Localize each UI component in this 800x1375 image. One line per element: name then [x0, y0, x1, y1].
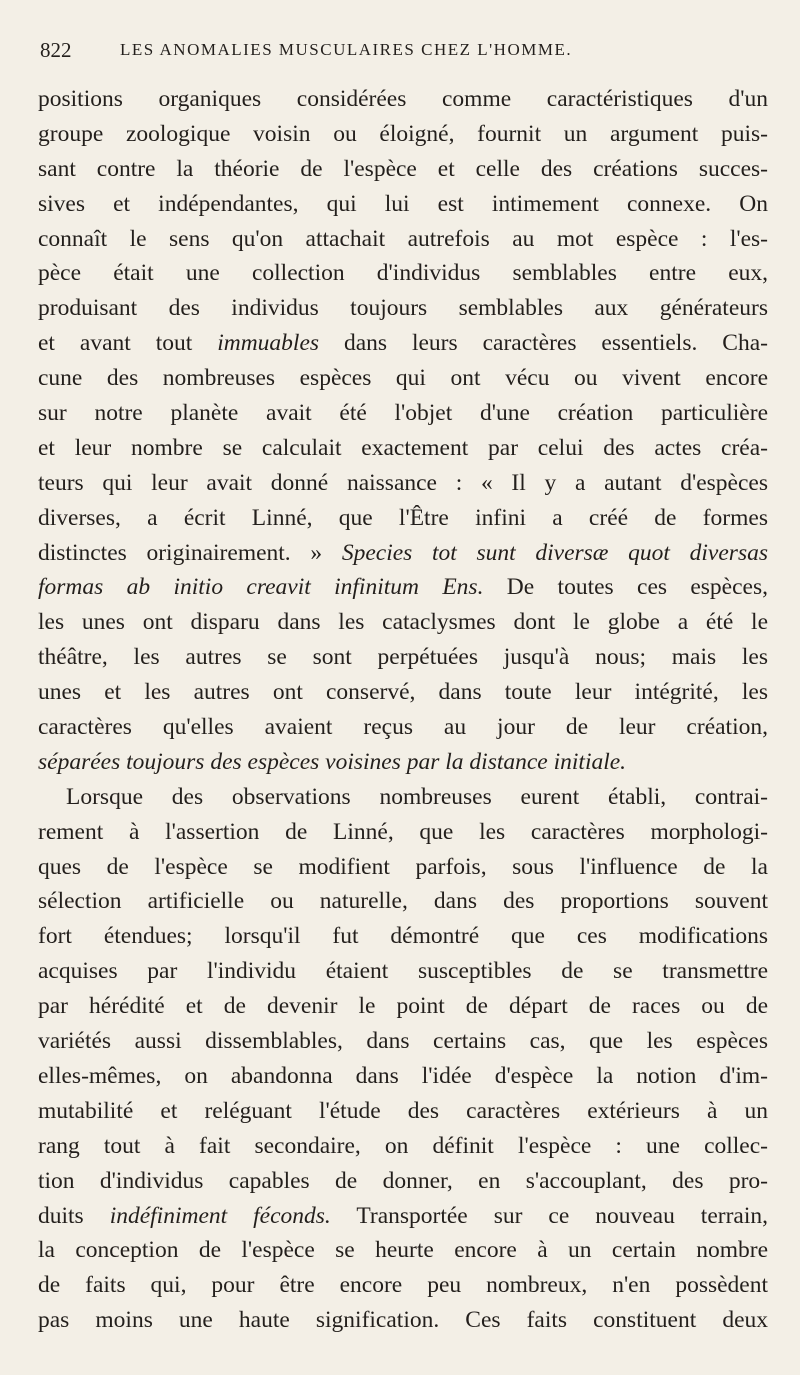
text-segment: pas moins une haute signification. Ces faits constituent deux — [38, 1307, 768, 1334]
text-segment: ques de l'espèce se modifient parfois, sous l'influence de la — [38, 853, 768, 880]
text-segment: Transportée sur ce nouveau terrain, — [330, 1202, 768, 1229]
text-segment: acquises par l'individu étaient susceptibles de se transmettre — [38, 958, 768, 985]
text-segment: par hérédité et de devenir le point de départ de races ou de — [38, 993, 768, 1020]
page-body-text — [38, 82, 768, 1338]
italic-text: formas ab initio creavit infinitum Ens. — [38, 574, 484, 601]
text-line — [38, 256, 768, 291]
text-line — [38, 396, 768, 431]
text-segment: sélection artificielle ou naturelle, dans des proportions souvent — [38, 888, 768, 915]
text-segment: la conception de l'espèce se heurte encore à un certain nombre — [38, 1237, 768, 1264]
text-segment: sur notre planète avait été l'objet d'une création particulière — [38, 400, 768, 427]
text-segment: dans leurs caractères essentiels. Cha- — [319, 330, 768, 357]
italic-text: Species tot sunt diversæ quot diversas — [341, 539, 768, 566]
text-line — [38, 536, 768, 571]
text-line — [38, 117, 768, 152]
text-segment: rement à l'assertion de Linné, que les caractères morphologi- — [38, 818, 768, 845]
text-line — [38, 466, 768, 501]
text-line — [38, 361, 768, 396]
text-line — [38, 1129, 768, 1164]
text-line — [38, 1268, 768, 1303]
text-segment: de faits qui, pour être encore peu nombreux, n'en possèdent — [38, 1272, 768, 1299]
text-segment: mutabilité et reléguant l'étude des caractères extérieurs à un — [38, 1097, 768, 1124]
text-segment: connaît le sens qu'on attachait autrefois au mot espèce : l'es- — [38, 225, 768, 252]
text-segment: caractères qu'elles avaient reçus au jour de leur création, — [38, 714, 768, 741]
page-number: 822 — [40, 38, 72, 62]
text-line — [38, 675, 768, 710]
text-line — [38, 1024, 768, 1059]
text-segment: cune des nombreuses espèces qui ont vécu ou vivent encore — [38, 365, 768, 392]
text-segment: produisant des individus toujours semblables aux générateurs — [38, 295, 768, 322]
text-segment: variétés aussi dissemblables, dans certains cas, que les espèces — [38, 1028, 768, 1055]
text-segment: duits — [38, 1202, 110, 1229]
text-segment: elles-mêmes, on abandonna dans l'idée d'espèce la notion d'im- — [38, 1062, 768, 1089]
italic-text: séparées toujours des espèces voisines par la distance initiale. — [38, 748, 627, 775]
text-segment: fort étendues; lorsqu'il fut démontré que ces modifications — [38, 923, 768, 950]
text-segment: les unes ont disparu dans les cataclysmes dont le globe a été le — [38, 609, 768, 636]
text-line — [38, 850, 768, 885]
text-segment: et leur nombre se calculait exactement par celui des actes créa- — [38, 434, 768, 461]
text-line — [38, 1233, 768, 1268]
text-segment: théâtre, les autres se sont perpétuées jusqu'à nous; mais les — [38, 644, 768, 671]
text-line — [38, 1164, 768, 1199]
text-line — [38, 710, 768, 745]
text-segment: unes et les autres ont conservé, dans toute leur intégrité, les — [38, 679, 768, 706]
text-segment: Lorsque des observations nombreuses eurent établi, contrai- — [66, 783, 768, 810]
text-segment: teurs qui leur avait donné naissance : « Il y a autant d'espèces — [38, 469, 768, 496]
text-segment: De toutes ces espèces, — [483, 574, 768, 601]
italic-text: indéfiniment féconds. — [109, 1202, 331, 1229]
text-line — [38, 152, 768, 187]
text-line — [38, 815, 768, 850]
text-segment: tion d'individus capables de donner, en s'accouplant, des pro- — [38, 1167, 768, 1194]
text-line — [38, 640, 768, 675]
text-segment: pèce était une collection d'individus semblables entre eux, — [38, 260, 768, 287]
text-line — [38, 431, 768, 466]
text-line — [38, 884, 768, 919]
italic-text: immuables — [217, 330, 320, 357]
text-segment: groupe zoologique voisin ou éloigné, fournit un argument puis- — [38, 120, 768, 147]
text-line — [38, 919, 768, 954]
text-segment: distinctes originairement. » — [38, 539, 342, 566]
running-header — [40, 38, 768, 68]
running-head-title: LES ANOMALIES MUSCULAIRES CHEZ L'HOMME. — [120, 40, 573, 59]
text-line — [38, 570, 768, 605]
text-segment: sant contre la théorie de l'espèce et celle des créations succes- — [38, 155, 768, 182]
text-line — [38, 326, 768, 361]
text-segment: rang tout à fait secondaire, on définit l'espèce : une collec- — [38, 1132, 768, 1159]
text-line — [38, 82, 768, 117]
text-line — [38, 780, 768, 815]
text-line — [38, 1199, 768, 1234]
text-line — [38, 1059, 768, 1094]
text-line — [38, 745, 768, 780]
text-line — [38, 989, 768, 1024]
text-line — [38, 291, 768, 326]
text-line — [38, 954, 768, 989]
text-line — [38, 1094, 768, 1129]
text-line — [38, 222, 768, 257]
text-segment: sives et indépendantes, qui lui est intimement connexe. On — [38, 190, 768, 217]
text-segment: positions organiques considérées comme caractéristiques d'un — [38, 86, 768, 112]
text-segment: diverses, a écrit Linné, que l'Être infini a créé de formes — [38, 504, 768, 531]
text-line — [38, 501, 768, 536]
text-line — [38, 1303, 768, 1338]
text-line — [38, 605, 768, 640]
text-segment: et avant tout — [38, 330, 218, 357]
text-line — [38, 187, 768, 222]
